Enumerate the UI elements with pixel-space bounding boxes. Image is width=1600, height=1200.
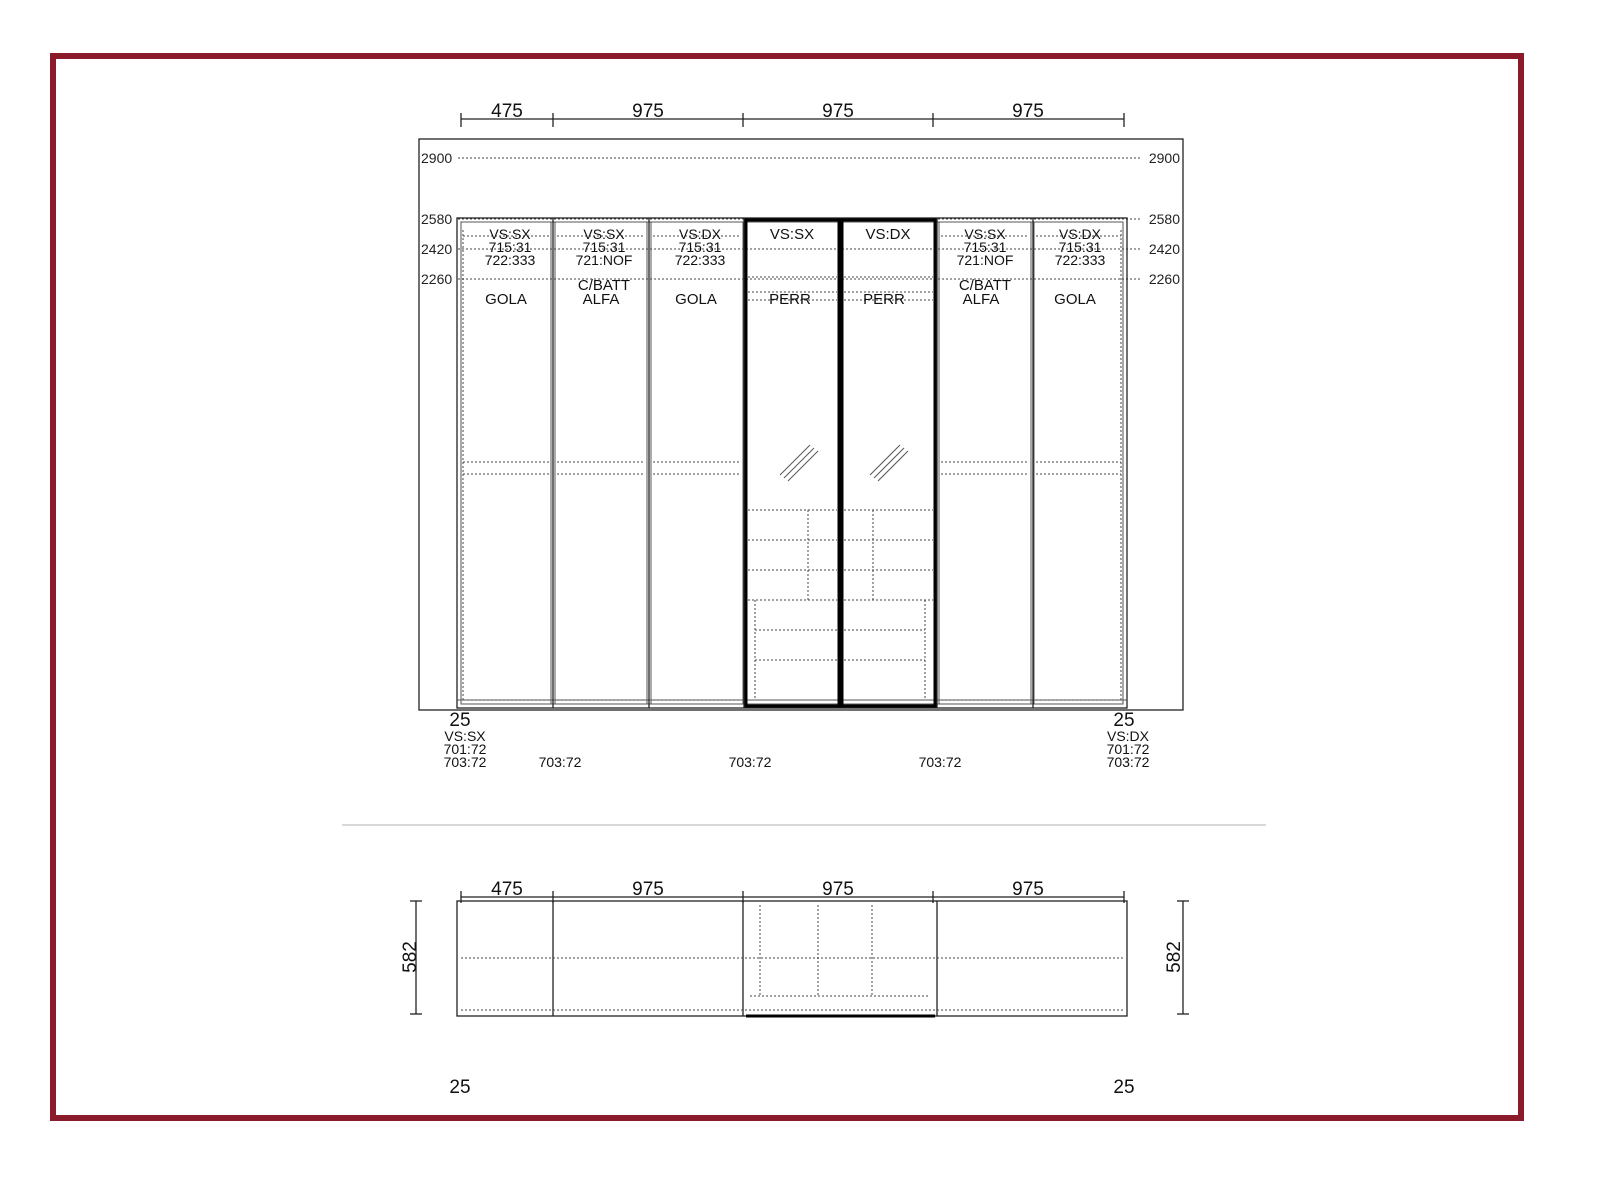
side-right-label-1: VS:DX	[1106, 728, 1150, 744]
door-5-handle: PERR	[863, 291, 905, 308]
door-7-label-3: 722:333	[1054, 252, 1106, 268]
plan-side-right: 25	[1113, 1077, 1135, 1098]
level-left-2420: 2420	[421, 241, 453, 257]
plan-dim-4: 975	[1012, 879, 1044, 900]
side-left-label-3: 703:72	[443, 754, 487, 770]
door-2-handle-2: ALFA	[582, 291, 620, 308]
door-3-handle: GOLA	[675, 291, 717, 308]
side-labels	[444, 710, 1150, 770]
door-3-label-2: 715:31	[678, 239, 722, 255]
bottom-code-3: 703:72	[918, 754, 962, 770]
door-labels	[485, 226, 1106, 308]
plan-dimension-chain	[461, 879, 1124, 903]
side-left-label-2: 701:72	[443, 741, 487, 757]
plan-depth-dims	[400, 901, 1189, 1098]
door-4-label-1: VS:SX	[769, 226, 815, 243]
side-left-dim: 25	[449, 710, 471, 731]
top-dim-4: 975	[1012, 101, 1044, 122]
door-2-label-1: VS:SX	[583, 226, 625, 242]
door-7-label-1: VS:DX	[1058, 226, 1102, 242]
top-dim-3: 975	[822, 101, 854, 122]
top-dim-1: 475	[491, 101, 523, 122]
level-left-2580: 2580	[421, 211, 453, 227]
door-5-label-1: VS:DX	[865, 226, 911, 243]
door-7-handle: GOLA	[1054, 291, 1096, 308]
door-6-label-2: 715:31	[963, 239, 1007, 255]
level-right-2580: 2580	[1148, 211, 1180, 227]
door-1-label-1: VS:SX	[489, 226, 531, 242]
plan-depth-right: 582	[1164, 941, 1185, 973]
door-6-handle-2: ALFA	[962, 291, 1000, 308]
side-right-label-3: 703:72	[1106, 754, 1150, 770]
plan-view	[457, 901, 1127, 1016]
door-2-handle: C/BATT	[577, 277, 631, 294]
door-3-label-1: VS:DX	[678, 226, 722, 242]
door-1-handle: GOLA	[485, 291, 527, 308]
plan-depth-left: 582	[400, 941, 421, 973]
door-6-label-3: 721:NOF	[956, 252, 1014, 268]
side-right-dim: 25	[1113, 710, 1135, 731]
plan-side-left: 25	[449, 1077, 471, 1098]
door-7-label-2: 715:31	[1058, 239, 1102, 255]
level-left-2260: 2260	[421, 271, 453, 287]
top-dimension-chain	[461, 101, 1124, 127]
room-outline	[419, 139, 1183, 710]
level-left-2900: 2900	[421, 150, 453, 166]
door-1-label-3: 722:333	[484, 252, 536, 268]
door-1-label-2: 715:31	[488, 239, 532, 255]
door-6-handle: C/BATT	[958, 277, 1012, 294]
door-2-label-3: 721:NOF	[575, 252, 633, 268]
plan-dim-2: 975	[632, 879, 664, 900]
plan-dim-3: 975	[822, 879, 854, 900]
level-right-2260: 2260	[1148, 271, 1180, 287]
side-right-label-2: 701:72	[1106, 741, 1150, 757]
door-2-label-2: 715:31	[582, 239, 626, 255]
level-right-2900: 2900	[1148, 150, 1180, 166]
plan-dim-1: 475	[491, 879, 523, 900]
side-left-label-1: VS:SX	[444, 728, 486, 744]
top-dim-2: 975	[632, 101, 664, 122]
door-6-label-1: VS:SX	[964, 226, 1006, 242]
door-3-label-3: 722:333	[674, 252, 726, 268]
level-right-2420: 2420	[1148, 241, 1180, 257]
bottom-code-2: 703:72	[728, 754, 772, 770]
door-4-handle: PERR	[769, 291, 811, 308]
bottom-code-1: 703:72	[538, 754, 582, 770]
